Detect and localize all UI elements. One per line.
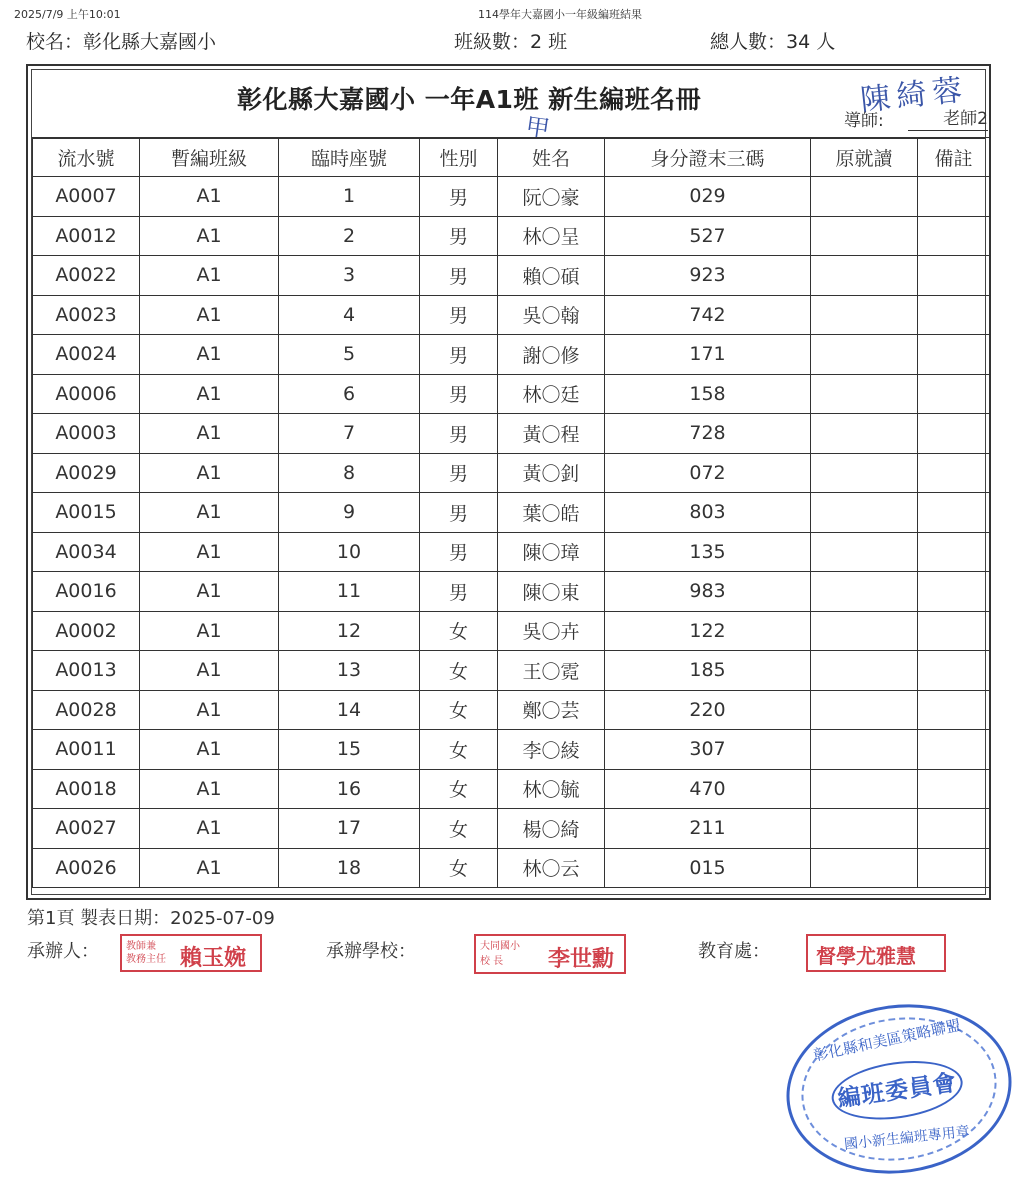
table-row — [33, 572, 990, 612]
table-row — [33, 414, 990, 454]
seat-cell: 2 — [279, 216, 420, 256]
gender-cell: 男 — [420, 414, 498, 454]
report-title: 114學年大嘉國小一年級編班結果 — [478, 8, 642, 21]
school-stamp-name: 李世勳 — [548, 946, 615, 972]
table-row — [33, 769, 990, 809]
remarks-cell — [918, 848, 990, 888]
seat-cell: 11 — [279, 572, 420, 612]
serial-cell: A0002 — [33, 611, 140, 651]
teacher-label: 導師: — [844, 111, 884, 131]
table-header-row — [33, 138, 990, 177]
temp-class-cell: A1 — [140, 651, 279, 691]
name-cell: 楊〇綺 — [498, 809, 605, 849]
seat-cell: 4 — [279, 295, 420, 335]
column-header: 姓名 — [498, 138, 605, 177]
school-name: 校名：彰化縣大嘉國小 — [26, 31, 217, 53]
previous-school-cell — [811, 690, 918, 730]
name-cell: 林〇呈 — [498, 216, 605, 256]
gender-cell: 男 — [420, 256, 498, 296]
serial-cell: A0016 — [33, 572, 140, 612]
previous-school-cell — [811, 809, 918, 849]
gender-cell: 女 — [420, 611, 498, 651]
name-cell: 陳〇東 — [498, 572, 605, 612]
remarks-cell — [918, 453, 990, 493]
id-last3-cell: 803 — [605, 493, 811, 533]
remarks-cell — [918, 493, 990, 533]
temp-class-cell: A1 — [140, 295, 279, 335]
temp-class-cell: A1 — [140, 611, 279, 651]
print-timestamp: 2025/7/9 上午10:01 — [14, 8, 121, 21]
id-last3-cell: 029 — [605, 177, 811, 217]
gender-cell: 男 — [420, 453, 498, 493]
name-cell: 黃〇釗 — [498, 453, 605, 493]
column-header: 身分證末三碼 — [605, 138, 811, 177]
temp-class-cell: A1 — [140, 848, 279, 888]
id-last3-cell: 158 — [605, 374, 811, 414]
gender-cell: 男 — [420, 177, 498, 217]
seat-cell: 12 — [279, 611, 420, 651]
serial-cell: A0018 — [33, 769, 140, 809]
previous-school-cell — [811, 453, 918, 493]
temp-class-cell: A1 — [140, 414, 279, 454]
remarks-cell — [918, 769, 990, 809]
gender-cell: 女 — [420, 769, 498, 809]
serial-cell: A0023 — [33, 295, 140, 335]
document-title: 彰化縣大嘉國小 一年A1班 新生編班名冊 — [237, 85, 702, 114]
id-last3-cell: 728 — [605, 414, 811, 454]
previous-school-cell — [811, 295, 918, 335]
seat-cell: 17 — [279, 809, 420, 849]
seat-cell: 14 — [279, 690, 420, 730]
seat-cell: 10 — [279, 532, 420, 572]
seat-cell: 1 — [279, 177, 420, 217]
seal-bottom-text: 國小新生編班專用章 — [843, 1123, 971, 1153]
handler-stamp-name: 賴玉婉 — [180, 945, 247, 971]
id-last3-cell: 307 — [605, 730, 811, 770]
gender-cell: 女 — [420, 730, 498, 770]
table-row — [33, 651, 990, 691]
serial-cell: A0027 — [33, 809, 140, 849]
temp-class-cell: A1 — [140, 335, 279, 375]
seat-cell: 13 — [279, 651, 420, 691]
temp-class-cell: A1 — [140, 256, 279, 296]
temp-class-cell: A1 — [140, 374, 279, 414]
id-last3-cell: 072 — [605, 453, 811, 493]
handler-stamp — [120, 934, 262, 972]
school-label: 承辦學校： — [326, 941, 416, 962]
remarks-cell — [918, 651, 990, 691]
serial-cell: A0003 — [33, 414, 140, 454]
handler-stamp-line2: 教務主任 — [126, 954, 166, 965]
handwritten-mark: 甲 — [523, 112, 552, 144]
remarks-cell — [918, 256, 990, 296]
serial-cell: A0034 — [33, 532, 140, 572]
previous-school-cell — [811, 572, 918, 612]
temp-class-cell: A1 — [140, 809, 279, 849]
gender-cell: 女 — [420, 809, 498, 849]
roster-inner — [31, 69, 986, 895]
seat-cell: 18 — [279, 848, 420, 888]
serial-cell: A0029 — [33, 453, 140, 493]
seal-top-text: 彰化縣和美區策略聯盟 — [811, 1015, 963, 1065]
table-row — [33, 809, 990, 849]
gender-cell: 男 — [420, 493, 498, 533]
id-last3-cell: 171 — [605, 335, 811, 375]
id-last3-cell: 527 — [605, 216, 811, 256]
table-row — [33, 730, 990, 770]
temp-class-cell: A1 — [140, 216, 279, 256]
serial-cell: A0028 — [33, 690, 140, 730]
table-body — [33, 177, 990, 888]
name-cell: 林〇云 — [498, 848, 605, 888]
edu-label: 教育處： — [698, 941, 770, 962]
name-cell: 林〇廷 — [498, 374, 605, 414]
name-cell: 葉〇皓 — [498, 493, 605, 533]
column-header: 暫編班級 — [140, 138, 279, 177]
serial-cell: A0015 — [33, 493, 140, 533]
previous-school-cell — [811, 493, 918, 533]
remarks-cell — [918, 414, 990, 454]
seat-cell: 6 — [279, 374, 420, 414]
remarks-cell — [918, 730, 990, 770]
remarks-cell — [918, 374, 990, 414]
handler-label: 承辦人： — [27, 941, 99, 962]
gender-cell: 男 — [420, 335, 498, 375]
remarks-cell — [918, 611, 990, 651]
gender-cell: 男 — [420, 572, 498, 612]
temp-class-cell: A1 — [140, 690, 279, 730]
handler-stamp-line1: 教師兼 — [126, 941, 156, 952]
edu-stamp-name: 督學尤雅慧 — [816, 944, 916, 968]
previous-school-cell — [811, 730, 918, 770]
committee-seal — [775, 990, 1022, 1188]
column-header: 備註 — [918, 138, 990, 177]
seat-cell: 7 — [279, 414, 420, 454]
table-row — [33, 177, 990, 217]
id-last3-cell: 122 — [605, 611, 811, 651]
school-stamp — [474, 934, 626, 974]
temp-class-cell: A1 — [140, 730, 279, 770]
handwritten-teacher-name: 陳綺蓉 — [858, 72, 970, 119]
serial-cell: A0026 — [33, 848, 140, 888]
id-last3-cell: 923 — [605, 256, 811, 296]
column-header: 性別 — [420, 138, 498, 177]
column-header: 臨時座號 — [279, 138, 420, 177]
temp-class-cell: A1 — [140, 177, 279, 217]
seat-cell: 3 — [279, 256, 420, 296]
name-cell: 陳〇璋 — [498, 532, 605, 572]
remarks-cell — [918, 572, 990, 612]
serial-cell: A0024 — [33, 335, 140, 375]
name-cell: 吳〇翰 — [498, 295, 605, 335]
table-row — [33, 611, 990, 651]
temp-class-cell: A1 — [140, 453, 279, 493]
gender-cell: 男 — [420, 374, 498, 414]
id-last3-cell: 742 — [605, 295, 811, 335]
id-last3-cell: 135 — [605, 532, 811, 572]
temp-class-cell: A1 — [140, 769, 279, 809]
id-last3-cell: 015 — [605, 848, 811, 888]
table-row — [33, 374, 990, 414]
name-cell: 吳〇卉 — [498, 611, 605, 651]
name-cell: 王〇霓 — [498, 651, 605, 691]
gender-cell: 男 — [420, 295, 498, 335]
column-header: 原就讀 — [811, 138, 918, 177]
name-cell: 黃〇程 — [498, 414, 605, 454]
seat-cell: 5 — [279, 335, 420, 375]
seat-cell: 16 — [279, 769, 420, 809]
temp-class-cell: A1 — [140, 572, 279, 612]
gender-cell: 女 — [420, 690, 498, 730]
table-row — [33, 532, 990, 572]
temp-class-cell: A1 — [140, 532, 279, 572]
seat-cell: 15 — [279, 730, 420, 770]
serial-cell: A0011 — [33, 730, 140, 770]
serial-cell: A0006 — [33, 374, 140, 414]
student-table — [32, 137, 990, 888]
teacher-value: 老師2 — [908, 104, 988, 131]
id-last3-cell: 470 — [605, 769, 811, 809]
name-cell: 李〇綾 — [498, 730, 605, 770]
school-stamp-line2: 校 長 — [480, 956, 504, 967]
name-cell: 賴〇碩 — [498, 256, 605, 296]
serial-cell: A0007 — [33, 177, 140, 217]
table-row — [33, 295, 990, 335]
table-row — [33, 453, 990, 493]
previous-school-cell — [811, 256, 918, 296]
table-row — [33, 690, 990, 730]
gender-cell: 男 — [420, 216, 498, 256]
table-row — [33, 256, 990, 296]
name-cell: 鄭〇芸 — [498, 690, 605, 730]
remarks-cell — [918, 335, 990, 375]
table-row — [33, 493, 990, 533]
remarks-cell — [918, 177, 990, 217]
page-and-date: 第1頁 製表日期：2025-07-09 — [27, 908, 275, 929]
table-row — [33, 848, 990, 888]
previous-school-cell — [811, 611, 918, 651]
previous-school-cell — [811, 414, 918, 454]
column-header: 流水號 — [33, 138, 140, 177]
serial-cell: A0013 — [33, 651, 140, 691]
id-last3-cell: 220 — [605, 690, 811, 730]
temp-class-cell: A1 — [140, 493, 279, 533]
table-row — [33, 335, 990, 375]
name-cell: 阮〇豪 — [498, 177, 605, 217]
id-last3-cell: 211 — [605, 809, 811, 849]
remarks-cell — [918, 295, 990, 335]
remarks-cell — [918, 809, 990, 849]
table-row — [33, 216, 990, 256]
previous-school-cell — [811, 769, 918, 809]
previous-school-cell — [811, 848, 918, 888]
previous-school-cell — [811, 177, 918, 217]
roster-frame — [26, 64, 991, 900]
remarks-cell — [918, 216, 990, 256]
gender-cell: 女 — [420, 651, 498, 691]
remarks-cell — [918, 690, 990, 730]
previous-school-cell — [811, 532, 918, 572]
title-band — [32, 70, 988, 144]
edu-stamp — [806, 934, 946, 972]
name-cell: 謝〇修 — [498, 335, 605, 375]
seat-cell: 8 — [279, 453, 420, 493]
previous-school-cell — [811, 335, 918, 375]
seal-main-text: 編班委員會 — [835, 1069, 959, 1113]
gender-cell: 男 — [420, 532, 498, 572]
total-students: 總人數：34 人 — [710, 31, 836, 53]
name-cell: 林〇毓 — [498, 769, 605, 809]
previous-school-cell — [811, 651, 918, 691]
gender-cell: 女 — [420, 848, 498, 888]
remarks-cell — [918, 532, 990, 572]
school-stamp-line1: 大同國小 — [480, 941, 520, 952]
seat-cell: 9 — [279, 493, 420, 533]
id-last3-cell: 983 — [605, 572, 811, 612]
class-count: 班級數：2 班 — [454, 31, 568, 53]
serial-cell: A0022 — [33, 256, 140, 296]
previous-school-cell — [811, 374, 918, 414]
id-last3-cell: 185 — [605, 651, 811, 691]
previous-school-cell — [811, 216, 918, 256]
serial-cell: A0012 — [33, 216, 140, 256]
